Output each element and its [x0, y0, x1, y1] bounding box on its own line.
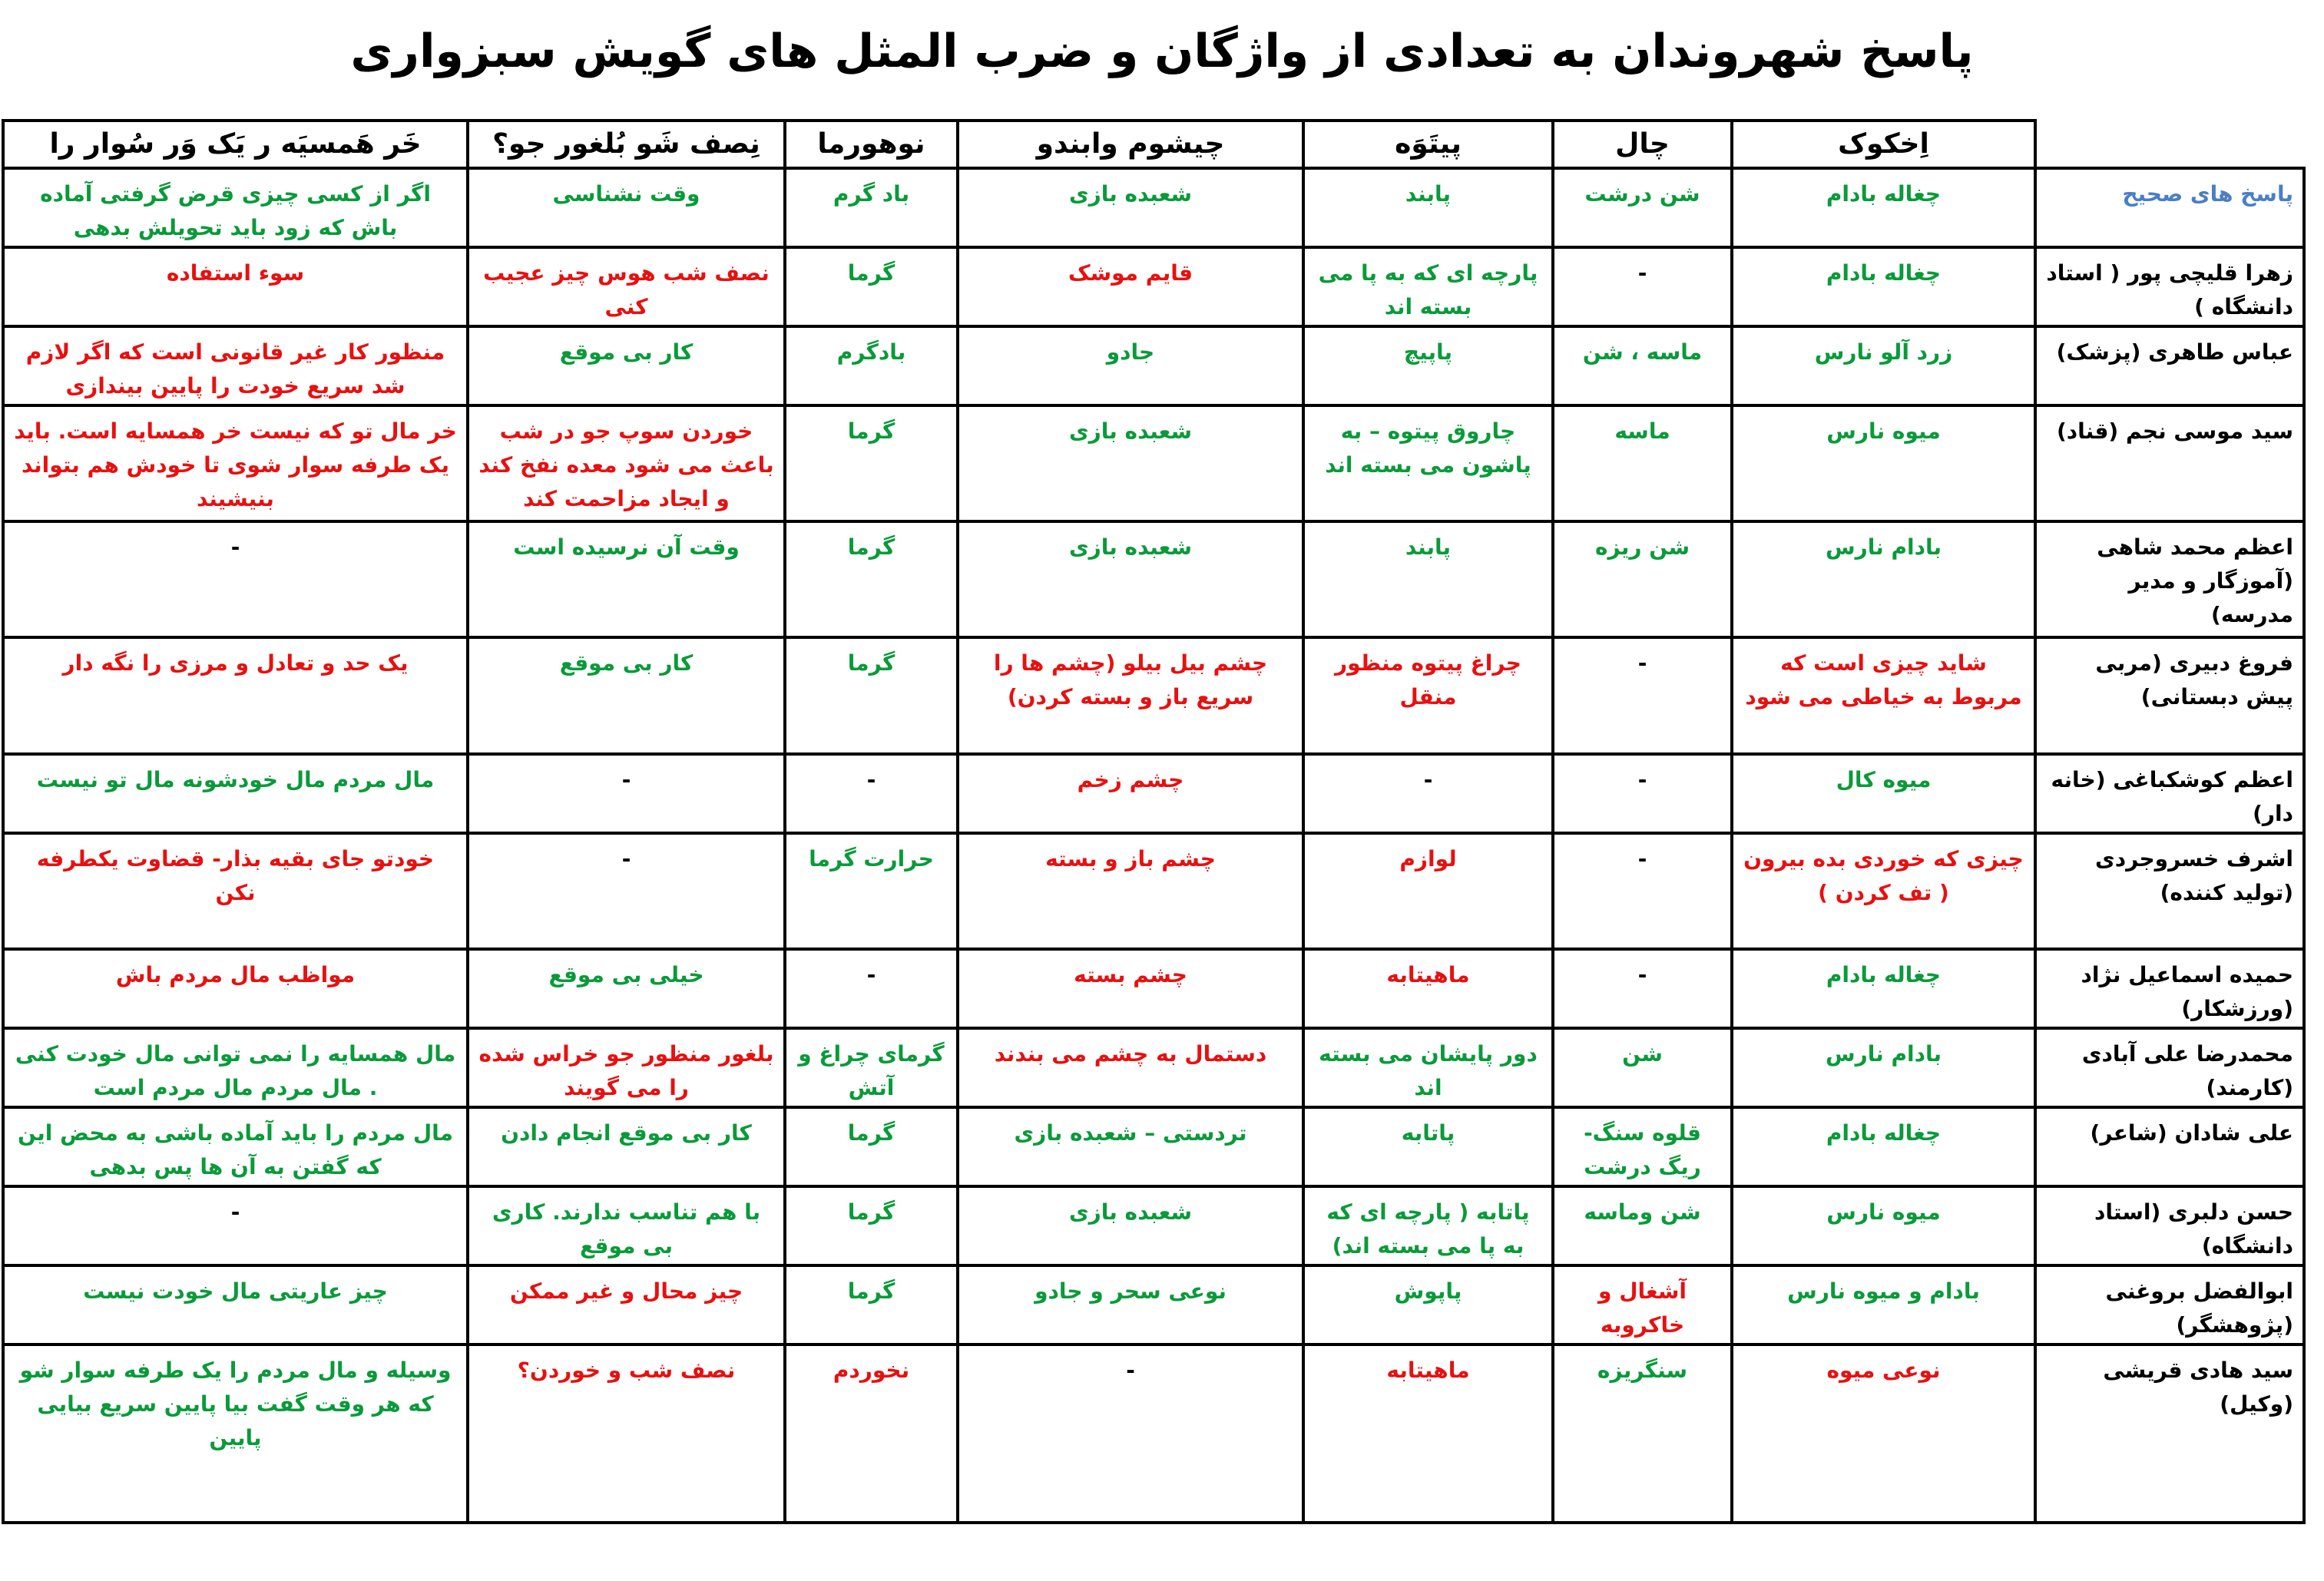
- answer-cell-nohurma: حرارت گرما: [785, 833, 958, 949]
- answer-cell-chal: شن وماسه: [1553, 1186, 1732, 1265]
- table-row: [3, 833, 2304, 949]
- answer-cell-chal: شن درشت: [1553, 168, 1732, 247]
- answer-cell-nohurma: گرما: [785, 637, 958, 753]
- answer-cell-khar-hamsiye: خودتو جای بقیه بذار- قضاوت یکطرفه نکن: [3, 833, 468, 949]
- answer-cell-khar-hamsiye: منظور کار غیر قانونی است که اگر لازم شد سریع خودت را پایین بیندازی: [3, 326, 468, 405]
- answer-cell-nohurma: بادگرم: [785, 326, 958, 405]
- respondent-name: علی شادان (شاعر): [2035, 1107, 2304, 1186]
- answer-cell-khar-hamsiye: خر مال تو که نیست خر همسایه است. باید یک طرفه سوار شوی تا خودش هم بتواند بنیشیند: [3, 405, 468, 521]
- answer-cell-chishum-vabandu: شعبده بازی: [958, 168, 1303, 247]
- answer-cell-chishum-vabandu: تردستی – شعبده بازی: [958, 1107, 1303, 1186]
- table-row: [3, 1186, 2304, 1265]
- answer-cell-nesf-shav-bolghur: خوردن سوپ جو در شب باعث می شود معده نفخ کند و ایجاد مزاحمت کند: [468, 405, 785, 521]
- answer-cell-nesf-shav-bolghur: بلغور منظور جو خراس شده را می گویند: [468, 1028, 785, 1107]
- answer-cell-ekhkuk: چغاله بادام: [1732, 949, 2035, 1028]
- answer-cell-pitave: پاپیچ: [1303, 326, 1553, 405]
- respondent-name: ابوالفضل بروغنی (پژوهشگر): [2035, 1265, 2304, 1345]
- answer-cell-nohurma: گرما: [785, 1186, 958, 1265]
- answer-cell-nohurma: -: [785, 754, 958, 833]
- answer-cell-chishum-vabandu: نوعی سحر و جادو: [958, 1265, 1303, 1345]
- answer-cell-chishum-vabandu: چشم بیل بیلو (چشم ها را سریع باز و بسته کردن): [958, 637, 1303, 753]
- answer-cell-chal: ماسه: [1553, 405, 1732, 521]
- answer-cell-nesf-shav-bolghur: کار بی موقع انجام دادن: [468, 1107, 785, 1186]
- respondent-name: زهرا قلیچی پور ( استاد دانشگاه ): [2035, 247, 2304, 326]
- answer-cell-khar-hamsiye: مال مردم را باید آماده باشی به محض این که گفتن به آن ها پس بدهی: [3, 1107, 468, 1186]
- respondent-name: اعظم کوشکباغی (خانه دار): [2035, 754, 2304, 833]
- answer-cell-pitave: پابند: [1303, 168, 1553, 247]
- answer-cell-ekhkuk: بادام و میوه نارس: [1732, 1265, 2035, 1345]
- answer-cell-ekhkuk: بادام نارس: [1732, 1028, 2035, 1107]
- answer-cell-pitave: پاتابه ( پارچه ای که به پا می بسته اند): [1303, 1186, 1553, 1265]
- table-row: [3, 949, 2304, 1028]
- answer-cell-chal: -: [1553, 833, 1732, 949]
- answer-cell-chishum-vabandu: -: [958, 1345, 1303, 1523]
- answer-cell-chishum-vabandu: چشم زخم: [958, 754, 1303, 833]
- table-row: [3, 326, 2304, 405]
- table-row: [3, 168, 2304, 247]
- answer-cell-ekhkuk: چغاله بادام: [1732, 1107, 2035, 1186]
- answer-cell-chal: -: [1553, 949, 1732, 1028]
- table-row: [3, 637, 2304, 753]
- answer-cell-nesf-shav-bolghur: چیز محال و غیر ممکن: [468, 1265, 785, 1345]
- answer-cell-nohurma: گرما: [785, 247, 958, 326]
- answer-cell-khar-hamsiye: مال همسایه را نمی توانی مال خودت کنی . مال مردم مال مردم است: [3, 1028, 468, 1107]
- answer-cell-nohurma: گرمای چراغ و آتش: [785, 1028, 958, 1107]
- answer-cell-pitave: چاروق پیتوه – به پاشون می بسته اند: [1303, 405, 1553, 521]
- answer-cell-nesf-shav-bolghur: با هم تناسب ندارند. کاری بی موقع: [468, 1186, 785, 1265]
- answer-cell-nesf-shav-bolghur: نصف شب هوس چیز عجیب کنی: [468, 247, 785, 326]
- respondent-name: سید موسی نجم (قناد): [2035, 405, 2304, 521]
- answer-cell-khar-hamsiye: اگر از کسی چیزی قرض گرفتی آماده باش که زود باید تحویلش بدهی: [3, 168, 468, 247]
- answer-cell-chal: ماسه ، شن: [1553, 326, 1732, 405]
- header-corner: [2035, 121, 2304, 168]
- answer-cell-pitave: ماهیتابه: [1303, 1345, 1553, 1523]
- answer-cell-pitave: ماهیتابه: [1303, 949, 1553, 1028]
- answer-cell-khar-hamsiye: سوء استفاده: [3, 247, 468, 326]
- respondent-name: فروغ دبیری (مربی پیش دبستانی): [2035, 637, 2304, 753]
- table-row: [3, 1028, 2304, 1107]
- respondent-name: عباس طاهری (پزشک): [2035, 326, 2304, 405]
- respondent-name: اشرف خسروجردی (تولید کننده): [2035, 833, 2304, 949]
- answer-cell-pitave: پارچه ای که به پا می بسته اند: [1303, 247, 1553, 326]
- answer-cell-nesf-shav-bolghur: -: [468, 754, 785, 833]
- answer-cell-nohurma: گرما: [785, 1107, 958, 1186]
- answer-cell-nohurma: گرما: [785, 1265, 958, 1345]
- answer-cell-khar-hamsiye: -: [3, 521, 468, 637]
- answer-cell-nesf-shav-bolghur: وقت نشناسی: [468, 168, 785, 247]
- answer-cell-nesf-shav-bolghur: کار بی موقع: [468, 637, 785, 753]
- answer-cell-khar-hamsiye: چیز عاریتی مال خودت نیست: [3, 1265, 468, 1345]
- answer-cell-chal: -: [1553, 754, 1732, 833]
- header-chal: چال: [1553, 121, 1732, 168]
- header-chishum-vabandu: چیشوم وابندو: [958, 121, 1303, 168]
- correct-answers-label: پاسخ های صحیح: [2035, 168, 2304, 247]
- answer-cell-pitave: پاتابه: [1303, 1107, 1553, 1186]
- answer-cell-chal: سنگریزه: [1553, 1345, 1732, 1523]
- answer-cell-pitave: -: [1303, 754, 1553, 833]
- table-row: [3, 1107, 2304, 1186]
- answer-cell-chal: آشغال و خاکروبه: [1553, 1265, 1732, 1345]
- answer-cell-ekhkuk: نوعی میوه: [1732, 1345, 2035, 1523]
- answer-cell-nohurma: -: [785, 949, 958, 1028]
- survey-table: [2, 119, 2306, 1524]
- answer-cell-nesf-shav-bolghur: خیلی بی موقع: [468, 949, 785, 1028]
- respondent-name: محمدرضا علی آبادی (کارمند): [2035, 1028, 2304, 1107]
- answer-cell-nohurma: نخوردم: [785, 1345, 958, 1523]
- answer-cell-nohurma: گرما: [785, 405, 958, 521]
- answer-cell-nohurma: باد گرم: [785, 168, 958, 247]
- answer-cell-chal: شن ریزه: [1553, 521, 1732, 637]
- answer-cell-pitave: پابند: [1303, 521, 1553, 637]
- answer-cell-ekhkuk: شاید چیزی است که مربوط به خیاطی می شود: [1732, 637, 2035, 753]
- answer-cell-khar-hamsiye: وسیله و مال مردم را یک طرفه سوار شو که هر وقت گفت بیا پایین سریع بیایی پایین: [3, 1345, 468, 1523]
- answer-cell-nohurma: گرما: [785, 521, 958, 637]
- table-row: [3, 754, 2304, 833]
- table-row: [3, 405, 2304, 521]
- answer-cell-chal: قلوه سنگ- ریگ درشت: [1553, 1107, 1732, 1186]
- answer-cell-chishum-vabandu: شعبده بازی: [958, 405, 1303, 521]
- table-body: [3, 168, 2304, 1523]
- answer-cell-chal: -: [1553, 637, 1732, 753]
- answer-cell-pitave: دور پایشان می بسته اند: [1303, 1028, 1553, 1107]
- respondent-name: سید هادی قریشی (وکیل): [2035, 1345, 2304, 1523]
- header-nesf-shav-bolghur: نِصف شَو بُلغور جو؟: [468, 121, 785, 168]
- respondent-name: حمیده اسماعیل نژاد (ورزشکار): [2035, 949, 2304, 1028]
- table-row: [3, 1345, 2304, 1523]
- document-title: پاسخ شهروندان به تعدادی از واژگان و ضرب المثل های گویش سبزواری: [350, 25, 1974, 78]
- answer-cell-ekhkuk: میوه نارس: [1732, 405, 2035, 521]
- answer-cell-nesf-shav-bolghur: -: [468, 833, 785, 949]
- answer-cell-ekhkuk: چیزی که خوردی بده بیرون ( تف کردن ): [1732, 833, 2035, 949]
- answer-cell-chishum-vabandu: چشم باز و بسته: [958, 833, 1303, 949]
- respondent-name: حسن دلبری (استاد دانشگاه): [2035, 1186, 2304, 1265]
- answer-cell-ekhkuk: زرد آلو نارس: [1732, 326, 2035, 405]
- table-row: [3, 247, 2304, 326]
- answer-cell-khar-hamsiye: مال مردم مال خودشونه مال تو نیست: [3, 754, 468, 833]
- header-nohurma: نوهورما: [785, 121, 958, 168]
- header-pitave: پیتَوَه: [1303, 121, 1553, 168]
- table-row: [3, 1265, 2304, 1345]
- answer-cell-pitave: پاپوش: [1303, 1265, 1553, 1345]
- header-khar-hamsiye: خَر هَمسیَه ر یَک وَر سُوار را: [3, 121, 468, 168]
- answer-cell-ekhkuk: بادام نارس: [1732, 521, 2035, 637]
- answer-cell-chishum-vabandu: شعبده بازی: [958, 521, 1303, 637]
- answer-cell-pitave: چراغ پیتوه منظور منقل: [1303, 637, 1553, 753]
- answer-cell-chishum-vabandu: قایم موشک: [958, 247, 1303, 326]
- answer-cell-pitave: لوازم: [1303, 833, 1553, 949]
- answer-cell-nesf-shav-bolghur: کار بی موقع: [468, 326, 785, 405]
- answer-cell-chal: -: [1553, 247, 1732, 326]
- answer-cell-ekhkuk: چغاله بادام: [1732, 247, 2035, 326]
- answer-cell-chishum-vabandu: شعبده بازی: [958, 1186, 1303, 1265]
- table-row: [3, 521, 2304, 637]
- answer-cell-khar-hamsiye: یک حد و تعادل و مرزی را نگه دار: [3, 637, 468, 753]
- header-row: [3, 121, 2304, 168]
- answer-cell-ekhkuk: میوه کال: [1732, 754, 2035, 833]
- respondent-name: اعظم محمد شاهی (آموزگار و مدیر مدرسه): [2035, 521, 2304, 637]
- answer-cell-chal: شن: [1553, 1028, 1732, 1107]
- answer-cell-chishum-vabandu: دستمال به چشم می بندند: [958, 1028, 1303, 1107]
- answer-cell-nesf-shav-bolghur: وقت آن نرسیده است: [468, 521, 785, 637]
- header-ekhkuk: اِخکوک: [1732, 121, 2035, 168]
- answer-cell-ekhkuk: چغاله بادام: [1732, 168, 2035, 247]
- answer-cell-khar-hamsiye: -: [3, 1186, 468, 1265]
- answer-cell-khar-hamsiye: مواظب مال مردم باش: [3, 949, 468, 1028]
- answer-cell-nesf-shav-bolghur: نصف شب و خوردن؟: [468, 1345, 785, 1523]
- answer-cell-chishum-vabandu: چشم بسته: [958, 949, 1303, 1028]
- answer-cell-ekhkuk: میوه نارس: [1732, 1186, 2035, 1265]
- answer-cell-chishum-vabandu: جادو: [958, 326, 1303, 405]
